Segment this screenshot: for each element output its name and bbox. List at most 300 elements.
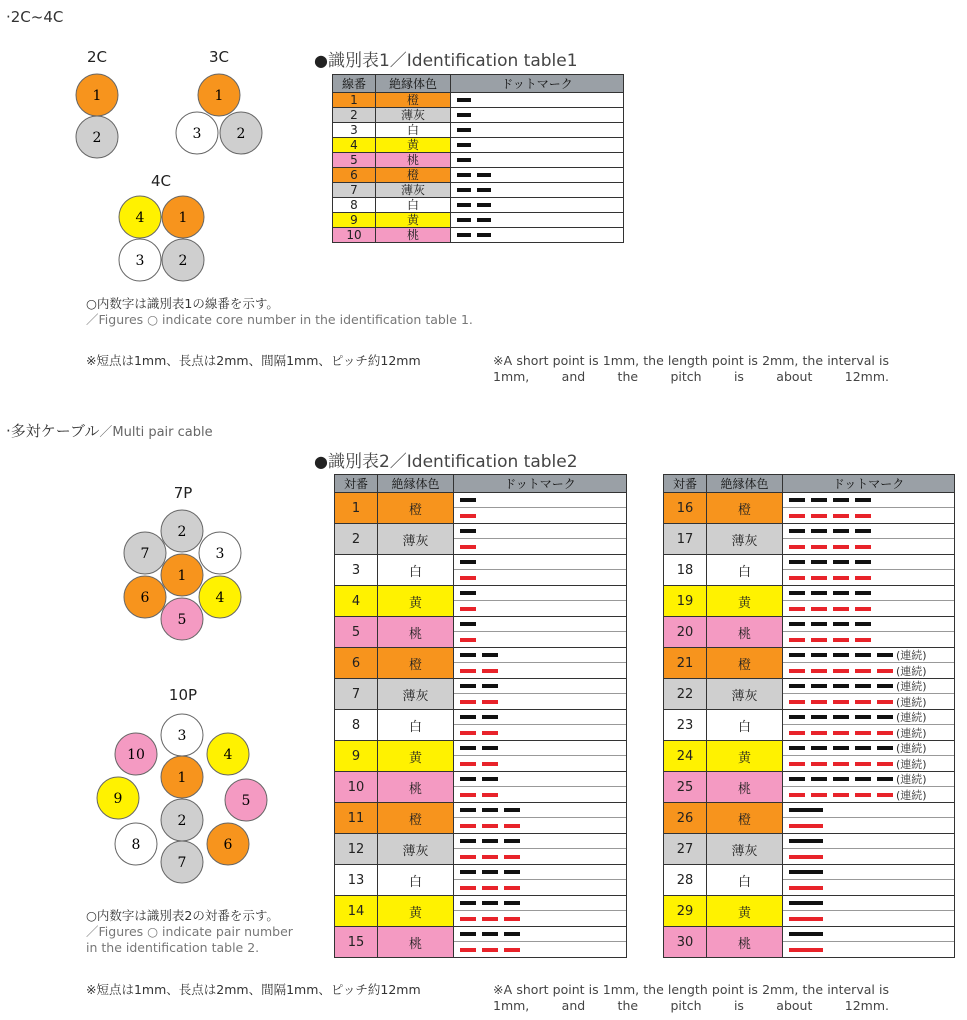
insulation-color: 橙	[707, 803, 783, 834]
dot-mark	[833, 731, 849, 735]
table2-title-text: 識別表2／Identification table2	[327, 452, 578, 472]
dot-mark-cell	[783, 896, 955, 927]
black-dot-line	[454, 524, 626, 539]
red-dot-line	[783, 508, 954, 523]
black-dot-line	[454, 896, 626, 911]
insulation-color: 白	[378, 710, 454, 741]
dot-mark	[811, 560, 827, 564]
core-number: 8	[131, 837, 141, 853]
core-number: 9	[113, 791, 123, 807]
core-number: 2	[177, 524, 187, 540]
dot-mark	[482, 669, 498, 673]
table-row	[664, 679, 955, 710]
note-2-jp: ※短点は1mm、長点は2mm、間隔1mm、ピッチ約12mm	[86, 982, 421, 997]
table-row	[335, 493, 627, 524]
diagram-7p-label: 7P	[173, 484, 193, 502]
dot-mark	[482, 715, 498, 719]
dot-mark	[460, 917, 476, 921]
continuous-label: (連続)	[896, 788, 927, 802]
red-dot-line	[454, 694, 626, 709]
table-row	[333, 213, 624, 228]
insulation-color: 黄	[378, 741, 454, 772]
table-row	[335, 710, 627, 741]
dot-mark	[877, 700, 893, 704]
dot-mark	[811, 684, 827, 688]
header-dotmark: ドットマーク	[783, 475, 955, 493]
table-row	[664, 586, 955, 617]
insulation-color: 白	[378, 865, 454, 896]
core-number: 3	[177, 728, 187, 744]
section1-title: ·2C~4C	[6, 8, 64, 26]
dot-mark	[811, 793, 827, 797]
dot-mark	[833, 638, 849, 642]
pair-no: 15	[335, 927, 378, 958]
dot-mark	[855, 777, 871, 781]
table-row	[335, 896, 627, 927]
insulation-color: 桃	[378, 617, 454, 648]
dot-mark-cell	[454, 710, 627, 741]
pair-no: 14	[335, 896, 378, 927]
dot-mark	[833, 653, 849, 657]
black-dot-line	[783, 679, 954, 694]
dot-mark-cell	[451, 213, 624, 228]
core-number: 5	[241, 793, 251, 809]
insulation-color: 黄	[378, 586, 454, 617]
black-dot-line	[454, 834, 626, 849]
diagram-2c	[70, 68, 130, 163]
table-row	[333, 228, 624, 243]
dot-mark-cell	[451, 153, 624, 168]
dot-mark	[482, 855, 498, 859]
pair-no: 19	[664, 586, 707, 617]
insulation-color: 白	[707, 555, 783, 586]
insulation-color: 橙	[707, 493, 783, 524]
insulation-color: 桃	[707, 927, 783, 958]
core-number: 2	[178, 253, 188, 269]
dot-mark	[457, 188, 471, 192]
black-dot-line	[454, 865, 626, 880]
dot-mark	[789, 886, 823, 890]
dot-mark	[482, 917, 498, 921]
core-number: 1	[92, 88, 102, 104]
continuous-label: (連続)	[896, 711, 927, 724]
table-row	[664, 648, 955, 679]
dot-mark	[855, 731, 871, 735]
dot-mark	[457, 98, 471, 102]
pair-no: 16	[664, 493, 707, 524]
pair-no: 13	[335, 865, 378, 896]
dot-mark	[460, 731, 476, 735]
continuous-label: (連続)	[896, 742, 927, 755]
dot-mark	[482, 731, 498, 735]
header-dotmark: ドットマーク	[454, 475, 627, 493]
pair-no: 28	[664, 865, 707, 896]
insulation-color: 桃	[376, 228, 451, 243]
diagram-4c	[112, 190, 212, 285]
red-dot-line	[454, 818, 626, 833]
table1-title	[314, 46, 578, 71]
dot-mark	[789, 684, 805, 688]
dot-mark	[877, 669, 893, 673]
black-dot-line	[783, 865, 954, 880]
dot-mark	[460, 545, 476, 549]
continuous-label: (連続)	[896, 757, 927, 771]
dot-mark-cell	[451, 168, 624, 183]
dot-mark	[457, 143, 471, 147]
table-row	[335, 524, 627, 555]
table-header-row	[664, 475, 955, 493]
dot-mark	[482, 793, 498, 797]
insulation-color: 薄灰	[376, 108, 451, 123]
insulation-color: 橙	[378, 648, 454, 679]
dot-mark	[789, 731, 805, 735]
dot-mark-cell	[783, 803, 955, 834]
section2-title-jp: ·多対ケーブル	[6, 422, 100, 440]
black-dot-line	[783, 493, 954, 508]
table-row	[335, 834, 627, 865]
red-dot-line	[783, 880, 954, 895]
black-dot-line	[454, 555, 626, 570]
dot-mark	[811, 576, 827, 580]
dot-mark	[789, 808, 823, 812]
dot-mark	[789, 560, 805, 564]
dot-mark	[877, 746, 893, 750]
diagram-3c	[170, 68, 270, 163]
diagram-7p	[112, 503, 252, 643]
dot-mark	[460, 762, 476, 766]
dot-mark-cell	[451, 108, 624, 123]
red-dot-line	[783, 601, 954, 616]
dot-mark	[789, 870, 823, 874]
dot-mark	[855, 607, 871, 611]
pair-no: 9	[335, 741, 378, 772]
dot-mark	[482, 746, 498, 750]
black-dot-line	[454, 927, 626, 942]
dot-mark	[460, 622, 476, 626]
red-dot-line	[783, 539, 954, 554]
diagram-4c-label: 4C	[150, 172, 172, 190]
dot-mark	[460, 576, 476, 580]
table-row	[335, 679, 627, 710]
pair-no: 5	[335, 617, 378, 648]
dot-mark-cell	[454, 927, 627, 958]
dot-mark	[789, 498, 805, 502]
dot-mark-cell	[451, 123, 624, 138]
insulation-color: 桃	[378, 927, 454, 958]
dot-mark	[833, 700, 849, 704]
dot-mark	[457, 218, 471, 222]
dot-mark	[460, 669, 476, 673]
insulation-color: 白	[378, 555, 454, 586]
dot-mark	[855, 545, 871, 549]
core-number: 7	[177, 855, 187, 871]
dot-mark	[833, 793, 849, 797]
dot-mark-cell	[783, 617, 955, 648]
dot-mark	[457, 128, 471, 132]
pair-no: 21	[664, 648, 707, 679]
table-row	[664, 710, 955, 741]
dot-mark	[789, 607, 805, 611]
dot-mark	[855, 591, 871, 595]
dot-mark	[460, 777, 476, 781]
header-color: 絶縁体色	[376, 75, 451, 93]
header-dotmark: ドットマーク	[451, 75, 624, 93]
dot-mark-cell	[454, 524, 627, 555]
continuous-label: (連続)	[896, 664, 927, 678]
dot-mark	[457, 113, 471, 117]
dot-mark	[460, 514, 476, 518]
red-dot-line	[783, 756, 954, 771]
table-row	[335, 555, 627, 586]
dot-mark	[811, 545, 827, 549]
dot-mark	[833, 576, 849, 580]
dot-mark	[855, 529, 871, 533]
insulation-color: 薄灰	[707, 524, 783, 555]
dot-mark	[811, 700, 827, 704]
black-dot-line	[454, 586, 626, 601]
caption-1-jp: ○内数字は識別表1の線番を示す。	[86, 296, 279, 311]
dot-mark	[460, 746, 476, 750]
pair-no: 18	[664, 555, 707, 586]
black-dot-line	[783, 586, 954, 601]
caption-2-jp: ○内数字は識別表2の対番を示す。	[86, 908, 279, 923]
caption-2-en-2: in the identification table 2.	[86, 940, 260, 955]
dot-mark	[460, 870, 476, 874]
insulation-color: 白	[707, 710, 783, 741]
dot-mark	[811, 498, 827, 502]
dot-mark	[460, 808, 476, 812]
dot-mark	[460, 591, 476, 595]
continuous-label: (連続)	[896, 680, 927, 693]
dot-mark	[789, 545, 805, 549]
dot-mark	[482, 948, 498, 952]
table-row	[333, 183, 624, 198]
dot-mark	[855, 653, 871, 657]
dot-mark-cell	[783, 834, 955, 865]
table-row	[335, 648, 627, 679]
table-row	[333, 153, 624, 168]
insulation-color: 薄灰	[378, 679, 454, 710]
dot-mark	[833, 545, 849, 549]
core-number: 2	[236, 126, 246, 142]
core-number: 6	[223, 837, 233, 853]
dot-mark	[877, 731, 893, 735]
note-1-en: ※A short point is 1mm, the length point is 2mm, the interval is 1mm, and the pitch is about 12mm.	[493, 353, 889, 384]
dot-mark-cell	[783, 865, 955, 896]
dot-mark	[855, 793, 871, 797]
table-row	[664, 927, 955, 958]
table1-title-text: 識別表1／Identification table1	[327, 51, 578, 71]
table-row	[664, 524, 955, 555]
insulation-color: 薄灰	[707, 679, 783, 710]
dot-mark	[855, 746, 871, 750]
red-dot-line	[454, 570, 626, 585]
header-no: 対番	[335, 475, 378, 493]
red-dot-line	[783, 725, 954, 740]
dot-mark	[811, 514, 827, 518]
dot-mark	[789, 839, 823, 843]
dot-mark-cell	[454, 896, 627, 927]
dot-mark-cell	[454, 586, 627, 617]
dot-mark	[855, 622, 871, 626]
dot-mark	[504, 839, 520, 843]
continuous-label: (連続)	[896, 773, 927, 786]
pair-no: 8	[335, 710, 378, 741]
dot-mark	[811, 653, 827, 657]
dot-mark	[833, 622, 849, 626]
black-dot-line	[783, 617, 954, 632]
table-row	[335, 927, 627, 958]
black-dot-line	[454, 710, 626, 725]
dot-mark	[855, 514, 871, 518]
dot-mark	[789, 901, 823, 905]
dot-mark	[789, 529, 805, 533]
section2-title	[6, 420, 213, 441]
insulation-color: 黄	[376, 138, 451, 153]
dot-mark	[833, 498, 849, 502]
dot-mark	[482, 777, 498, 781]
dot-mark	[457, 233, 471, 237]
red-dot-line	[783, 787, 954, 802]
dot-mark-cell	[451, 93, 624, 108]
note-1-jp: ※短点は1mm、長点は2mm、間隔1mm、ピッチ約12mm	[86, 353, 421, 368]
insulation-color: 薄灰	[376, 183, 451, 198]
dot-mark-cell	[451, 183, 624, 198]
insulation-color: 薄灰	[707, 834, 783, 865]
dot-mark	[811, 731, 827, 735]
insulation-color: 橙	[707, 648, 783, 679]
black-dot-line	[454, 803, 626, 818]
dot-mark	[460, 638, 476, 642]
red-dot-line	[783, 632, 954, 647]
dot-mark	[477, 173, 491, 177]
red-dot-line	[454, 787, 626, 802]
caption-2	[86, 908, 326, 956]
core-no: 1	[333, 93, 376, 108]
table-header-row	[333, 75, 624, 93]
black-dot-line	[783, 555, 954, 570]
pair-no: 10	[335, 772, 378, 803]
table-row	[664, 617, 955, 648]
dot-mark	[482, 762, 498, 766]
red-dot-line	[454, 911, 626, 926]
red-dot-line	[783, 663, 954, 678]
dot-mark	[789, 855, 823, 859]
insulation-color: 白	[376, 123, 451, 138]
dot-mark	[477, 188, 491, 192]
black-dot-line	[454, 679, 626, 694]
table-row	[333, 93, 624, 108]
dot-mark	[460, 793, 476, 797]
dot-mark	[855, 576, 871, 580]
red-dot-line	[454, 632, 626, 647]
dot-mark-cell	[454, 741, 627, 772]
diagram-10p	[90, 706, 274, 886]
core-number: 4	[135, 210, 145, 226]
insulation-color: 桃	[707, 772, 783, 803]
red-dot-line	[454, 601, 626, 616]
black-dot-line	[783, 896, 954, 911]
table-row	[333, 108, 624, 123]
insulation-color: 桃	[378, 772, 454, 803]
dot-mark	[833, 746, 849, 750]
insulation-color: 橙	[376, 168, 451, 183]
core-number: 10	[127, 747, 145, 763]
dot-mark	[460, 653, 476, 657]
core-number: 1	[177, 568, 187, 584]
dot-mark	[504, 901, 520, 905]
dot-mark-cell	[783, 586, 955, 617]
dot-mark-cell	[454, 834, 627, 865]
dot-mark	[460, 824, 476, 828]
header-no: 対番	[664, 475, 707, 493]
dot-mark	[811, 746, 827, 750]
dot-mark	[460, 886, 476, 890]
insulation-color: 黄	[376, 213, 451, 228]
continuous-label: (連続)	[896, 649, 927, 662]
black-dot-line	[454, 493, 626, 508]
dot-mark-cell	[454, 865, 627, 896]
caption-2-en-1: ／Figures ○ indicate pair number	[86, 924, 293, 939]
dot-mark	[460, 901, 476, 905]
red-dot-line	[783, 818, 954, 833]
core-no: 8	[333, 198, 376, 213]
dot-mark	[855, 560, 871, 564]
dot-mark	[811, 591, 827, 595]
bullet-icon: ●	[314, 452, 328, 471]
core-number: 3	[135, 253, 145, 269]
dot-mark	[789, 777, 805, 781]
dot-mark-cell	[783, 493, 955, 524]
note-2-en: ※A short point is 1mm, the length point is 2mm, the interval is 1mm, and the pitch is about 12mm.	[493, 982, 889, 1013]
core-number: 5	[177, 612, 187, 628]
dot-mark	[833, 777, 849, 781]
dot-mark	[833, 514, 849, 518]
pair-no: 6	[335, 648, 378, 679]
table-row	[335, 803, 627, 834]
pair-no: 2	[335, 524, 378, 555]
insulation-color: 黄	[707, 586, 783, 617]
dot-mark	[811, 777, 827, 781]
dot-mark	[833, 560, 849, 564]
dot-mark	[855, 669, 871, 673]
table-row	[664, 741, 955, 772]
red-dot-line	[454, 663, 626, 678]
pair-no: 22	[664, 679, 707, 710]
dot-mark	[855, 498, 871, 502]
core-no: 4	[333, 138, 376, 153]
table-row	[335, 741, 627, 772]
caption-1-en: ／Figures ○ indicate core number in the identification table 1.	[86, 312, 473, 327]
dot-mark	[789, 514, 805, 518]
dot-mark	[504, 917, 520, 921]
dot-mark	[504, 886, 520, 890]
dot-mark	[504, 948, 520, 952]
dot-mark	[789, 948, 823, 952]
dot-mark	[504, 855, 520, 859]
red-dot-line	[454, 725, 626, 740]
table-row	[333, 123, 624, 138]
insulation-color: 桃	[376, 153, 451, 168]
black-dot-line	[454, 772, 626, 787]
black-dot-line	[783, 648, 954, 663]
dot-mark-cell	[783, 679, 955, 710]
dot-mark	[789, 917, 823, 921]
dot-mark-cell	[451, 138, 624, 153]
pair-no: 12	[335, 834, 378, 865]
red-dot-line	[454, 880, 626, 895]
table-row	[664, 834, 955, 865]
